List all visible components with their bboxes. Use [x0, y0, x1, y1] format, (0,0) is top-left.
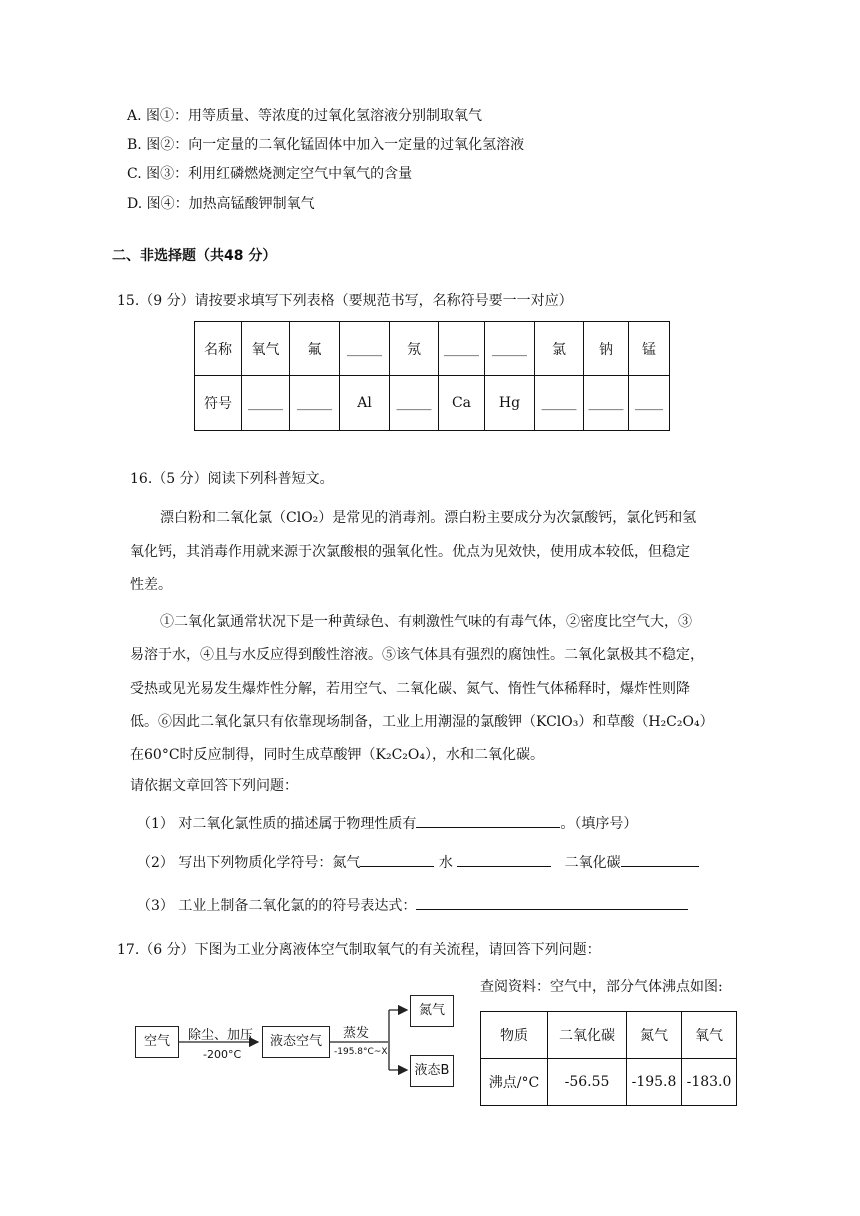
q15-prompt: 15.（9 分）请按要求填写下列表格（要规范书写，名称符号要一一对应） — [117, 293, 573, 309]
option-c: C. 图③：利用红磷燃烧测定空气中氧气的含量 — [127, 166, 413, 182]
sub-number: （3） — [137, 898, 174, 914]
sub-text: 二氧化碳 — [564, 855, 621, 871]
table-cell: 二氧化碳 — [548, 1012, 627, 1059]
table-cell: _____ — [290, 376, 340, 431]
table-cell: Hg — [485, 376, 535, 431]
q16-text-line: 易溶于水，④且与水反应得到酸性溶液。⑤该气体具有强烈的腐蚀性。二氧化氯极其不稳定， — [130, 647, 704, 663]
table-cell: Ca — [439, 376, 485, 431]
flow-box-air: 空气 — [135, 1026, 179, 1058]
flow-box-liquid-air: 液态空气 — [262, 1026, 330, 1058]
table-cell: 沸点/°C — [481, 1059, 548, 1106]
option-a: A. 图①：用等质量、等浓度的过氧化氢溶液分别制取氧气 — [127, 108, 483, 124]
q16-prompt: 16.（5 分）阅读下列科普短文。 — [130, 471, 334, 487]
q16-text-line: 氧化钙，其消毒作用就来源于次氯酸根的强氧化性。优点为见效快，使用成本较低，但稳定 — [130, 544, 690, 560]
table-cell: ____ — [629, 376, 670, 431]
sub-text: 写出下列物质化学符号：氮气 — [178, 855, 361, 871]
q16-text-line: ①二氧化氯通常状况下是一种黄绿色、有刺激性气味的有毒气体，②密度比空气大，③ — [160, 614, 692, 630]
q16-ask: 请依据文章回答下列问题： — [130, 778, 298, 794]
table-cell: 氖 — [390, 322, 439, 376]
q17-ref-note: 查阅资料：空气中，部分气体沸点如图: — [480, 979, 723, 995]
table-cell: 符号 — [195, 376, 242, 431]
table-cell: Al — [340, 376, 390, 431]
flow-step1-label: 除尘、加压 — [188, 1028, 254, 1043]
table-cell: _____ — [485, 322, 535, 376]
sub-number: （2） — [137, 855, 174, 871]
table-cell: 物质 — [481, 1012, 548, 1059]
q16-text-line: 漂白粉和二氧化氯（ClO₂）是常见的消毒剂。漂白粉主要成分为次氯酸钙，氯化钙和氢 — [160, 510, 697, 526]
table-row — [481, 1059, 737, 1106]
flow-box-liquid-b: 液态B — [410, 1055, 454, 1087]
table-cell: 锰 — [629, 322, 670, 376]
boiling-point-table — [480, 1011, 737, 1106]
table-cell: 氧气 — [242, 322, 290, 376]
table-cell: _____ — [242, 376, 290, 431]
sub-text: 对二氧化氯性质的描述属于物理性质有 — [178, 816, 417, 832]
table-cell: _____ — [439, 322, 485, 376]
q17-prompt: 17.（6 分）下图为工业分离液体空气制取氧气的有关流程，请回答下列问题： — [117, 942, 601, 958]
sub-number: （1） — [137, 816, 174, 832]
table-cell: -183.0 — [682, 1059, 737, 1106]
sub-text: 水 — [438, 855, 453, 871]
flow-box-nitrogen: 氮气 — [410, 995, 454, 1027]
sub-text: 工业上制备二氧化氯的的符号表达式： — [178, 898, 417, 914]
table-cell: _____ — [535, 376, 584, 431]
flow-step2-temp: -195.8°C~X — [334, 1047, 388, 1057]
q16-text-line: 低。⑥因此二氧化氯只有依靠现场制备，工业上用潮湿的氯酸钾（KClO₃）和草酸（H₂C₂O₄） — [130, 714, 714, 730]
table-cell: 氯 — [535, 322, 584, 376]
q16-text-line: 性差。 — [130, 577, 172, 593]
table-cell: 名称 — [195, 322, 242, 376]
sub-tail: 。（填序号） — [560, 816, 638, 832]
table-cell: 氮气 — [627, 1012, 682, 1059]
table-row — [481, 1012, 737, 1059]
flow-step1-temp: -200°C — [203, 1048, 242, 1061]
table-cell: _____ — [340, 322, 390, 376]
table-cell: 钠 — [584, 322, 629, 376]
q16-text-line: 在60°C时反应制得，同时生成草酸钾（K₂C₂O₄），水和二氧化碳。 — [130, 747, 545, 763]
table-cell: _____ — [584, 376, 629, 431]
table-cell: -195.8 — [627, 1059, 682, 1106]
section-heading: 二、非选择题（共48 分） — [112, 248, 277, 264]
flow-step2-label: 蒸发 — [343, 1026, 370, 1041]
option-b: B. 图②：向一定量的二氧化锰固体中加入一定量的过氧化氢溶液 — [127, 137, 525, 153]
q16-text-line: 受热或见光易发生爆炸性分解，若用空气、二氧化碳、氮气、惰性气体稀释时，爆炸性则降 — [130, 681, 690, 697]
table-cell: 氧气 — [682, 1012, 737, 1059]
table-cell: 氟 — [290, 322, 340, 376]
table-cell: _____ — [390, 376, 439, 431]
table-cell: -56.55 — [548, 1059, 627, 1106]
option-d: D. 图④：加热高锰酸钾制氧气 — [127, 196, 315, 212]
